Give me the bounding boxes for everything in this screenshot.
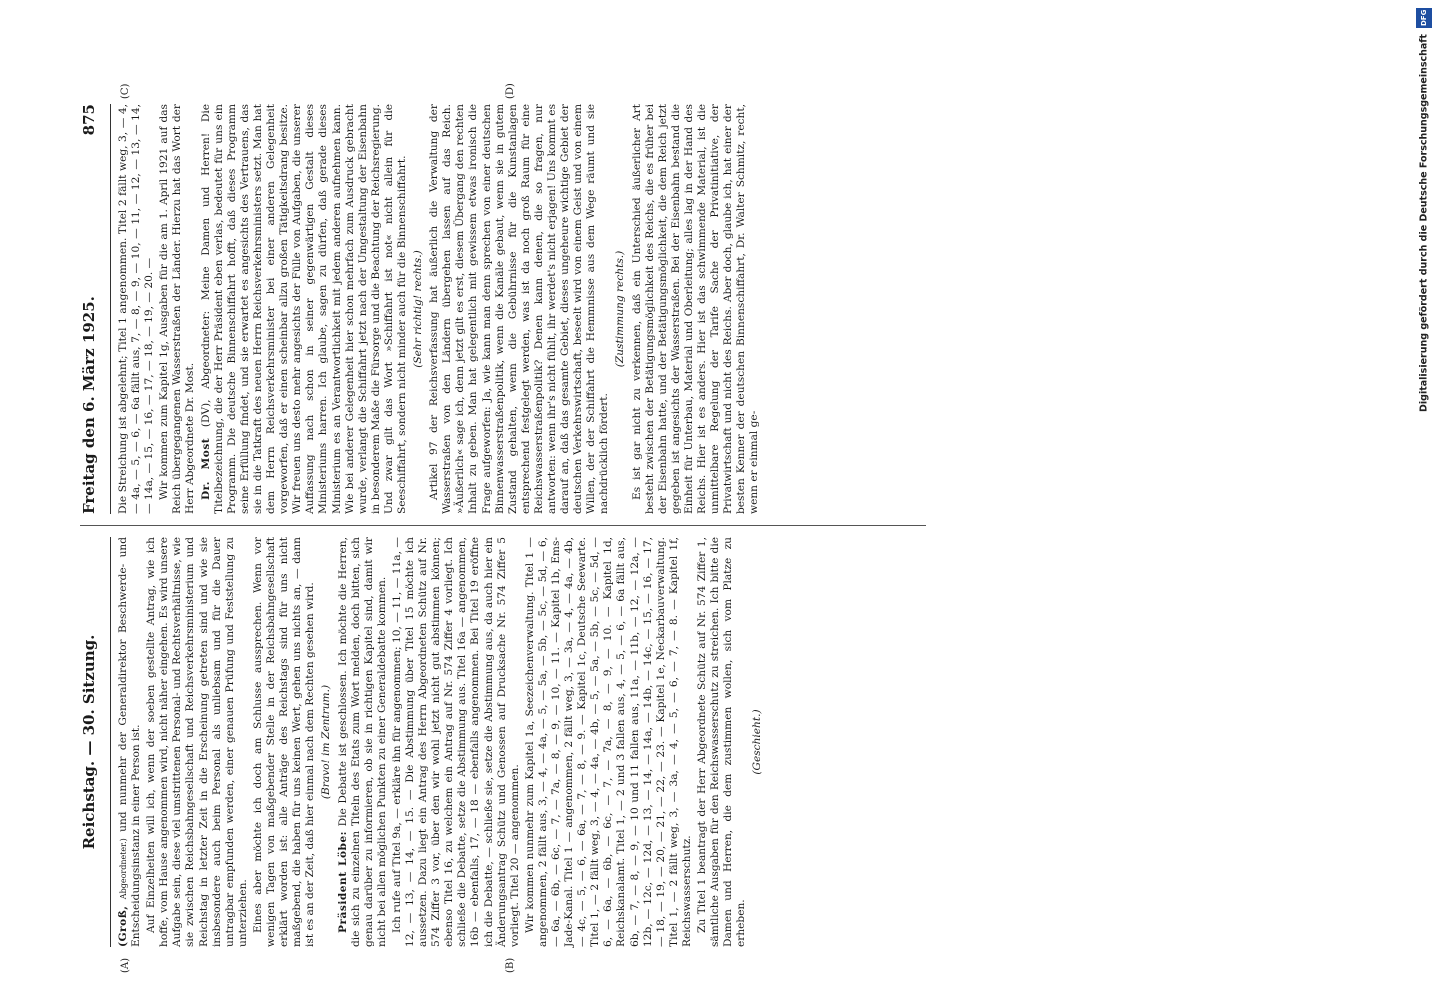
running-head-title: Reichstag. — 30. Sitzung. xyxy=(80,634,98,850)
left-page xyxy=(80,537,926,947)
body-paragraph: Wir kommen nunmehr zum Kapitel 1a, Seezeichenverwaltung. Titel 1 — angenommen, 2 fällt aus, 3, — 4, — 4a, — 5, — 5a, — 5b, — 5c, — 5d, — 6, — 6a, — 6b, — 6c, — 7, — 7a, — 8, — 9, — 10, — 11. — Kapitel 1b, Ems-Jade-Kanal. Titel 1 — angenommen, 2 fällt weg, 3, — 3a, — 4, — 4a, — 4b, — 4c, — 5, — 6, — 6a, — 7, — 8, — 9. — Kapitel 1c, Deutsche Seewarte. Titel 1, — 2 fällt weg, 3, — 4, — 4a, — 4b, — 5, — 5a, — 5b, — 5c, — 5d, — 6, — 6a, — 6b, — 6c, — 7, — 7a, — 8, — 9, — 10. — Kapitel 1d, Reichskanalamt. Titel 1, — 2 und 3 fallen aus, 4, — 5, — 6, — 6a fällt aus, 6b, — 7, — 8, — 9, — 10 und 11 fallen aus, 11a, — 11b, — 12, — 12a, — 12b, — 12c, — 12d, — 13, — 14, — 14a, — 14b, — 14c, — 15, — 16, — 17, — 18, — 19, — 20, — 21, — 22, — 23. — Kapitel 1e, Neckarbauverwaltung. Titel 1, — 2 fällt weg, 3, — 3a, — 4, — 5, — 6, — 7, — 8. — Kapitel 1f, Reichswasserschutz. xyxy=(523,537,693,947)
body-paragraph: Ich rufe auf Titel 9a, — erkläre ihn für angenommen; 10, — 11, — 11a, — 12, — 13, — 14, — 15. — Die Abstimmung über Titel 15 möchte ich aussetzen. Dazu liegt ein Antrag des Herrn Abgeordneten Schütz auf Nr. 574 Ziffer 3 vor, über den wir wohl jetzt nicht gut abstimmen können; ebenso Titel 16, zu welchem ein Antrag auf Nr. 574 Ziffer 4 vorliegt. Ich schließe die Debatte, setze die Abstimmung aus. Titel 16a — angenommen, 16b — ebenfalls, 17, — 18 — ebenfalls angenommen. Bei Titel 19 eröffne ich die Debatte, — schließe sie, setze die Abstimmung aus, da auch hier ein Änderungsantrag Schütz und Genossen auf Drucksache Nr. 574 Ziffer 5 vorliegt. Titel 20 — angenommen. xyxy=(390,537,521,947)
interjection: (Bravo! im Zentrum.) xyxy=(320,684,333,800)
right-page xyxy=(80,104,926,514)
speech-text: (DV), Abgeordneter: Meine Damen und Herren! Die Titelbezeichnung, die der Herr Präsident eben verlas, bedeutet für uns ein Programm. Die deutsche Binnenschiffahrt hofft, daß dieses Programm seine Erfüllung findet, und sie erwartet es angesichts des Vertrauens, das sie in die Tatkraft des neuen Herrn Reichsverkehrsministers setzt. Man hat dem Herrn Reichsverkehrsminister bei einer anderen Gelegenheit vorgeworfen, daß er einen scheinbar allzu großen Tätigkeitsdrang besitze. Wir freuen uns desto mehr angesichts der Fülle von Aufgaben, die unserer Auffassung nach schon in seiner gegenwärtigen Gestalt dieses Ministeriums harren. Ich glaube, sagen zu dürfen, daß gerade dieses Ministerium es an Verantwortlichkeit mit jedem anderen aufnehmen kann. Wie bei anderer Gelegenheit hier schon mehrfach zum Ausdruck gebracht wurde, verlangt die Schiffahrt jetzt nach der Umgestaltung der Eisenbahn in besonderem Maße die Fürsorge und die Beachtung der Reichsregierung. Und zwar gilt das Wort »Schiffahrt ist not« nicht allein für die Seeschiffahrt, sondern nicht minder auch für die Binnenschiffahrt. xyxy=(199,104,408,514)
margin-mark-d: (D) xyxy=(505,83,516,99)
dfg-logo: DFG xyxy=(1416,8,1432,28)
interjection: (Geschieht.) xyxy=(751,709,764,775)
speaker-name: Präsident Löbe: xyxy=(336,830,349,933)
page-fold-line xyxy=(80,525,926,526)
speech-paragraph xyxy=(117,537,143,947)
page-number: 875 xyxy=(80,104,98,136)
body-paragraph: Eines aber möchte ich doch am Schlusse aussprechen. Wenn vor wenigen Tagen von maßgebender Stelle in der Reichsbahngesellschaft erklärt worden ist: alle Anträge des Reichstags sind für uns nicht maßgebend, die haben für uns keinen Wert, gehen uns nichts an, — dann ist es an der Zeit, daß hier einmal nach dem Rechten gesehen wird. xyxy=(251,537,317,947)
speaker-role: Abgeordneter.) xyxy=(119,838,128,900)
running-head-date: Freitag den 6. März 1925. xyxy=(80,296,98,514)
digitization-credit: Digitalisierung gefördert durch die Deutsche Forschungsgemeinschaft xyxy=(1418,34,1430,412)
body-paragraph: Es ist gar nicht zu verkennen, daß ein Unterschied äußerlicher Art besteht zwischen der Betätigungsmöglichkeit des Reichs, die es früher bei der Eisenbahn hatte, und der Betätigungsmöglichkeit, die dem Reich jetzt gegeben ist angesichts der Wasserstraßen. Bei der Eisenbahn bestand die Einheit für Unterbau, Material und Oberleitung; alles lag in der Hand des Reichs. Hier ist es anders. Hier ist das schwimmende Material, ist die unmittelbare Regelung der Tarife Sache der Privatinitiative, der Privatwirtschaft und nicht des Reichs. Aber doch, glaube ich, hat einer der besten Kenner der deutschen Binnenschiffahrt, Dr. Walter Schmitz, recht, wenn er einmal ge- xyxy=(630,104,761,514)
body-paragraph: Zu Titel 1 beantragt der Herr Abgeordnete Schütz auf Nr. 574 Ziffer 1, sämtliche Ausgaben für den Reichswasserschutz zu streichen. Ich bitte die Damen und Herren, die dem zustimmen wollen, sich vom Platze zu erheben. xyxy=(696,537,748,947)
left-column-text xyxy=(117,537,765,947)
right-column-text xyxy=(117,104,762,514)
margin-mark-a: (A) xyxy=(120,957,131,973)
interjection: (Sehr richtig! rechts.) xyxy=(412,250,425,368)
speech-text: Die Debatte ist geschlossen. Ich möchte die Herren, die sich zu einzelnen Titeln des Etats zum Wort melden, doch bitten, sich genau darüber zu informieren, ob sie in richtigen Kapitel sind, damit wir nicht bei allen möglichen Punkten zu einer Generaldebatte kommen. xyxy=(336,537,388,947)
body-paragraph: Die Streichung ist abgelehnt; Titel 1 angenommen. Titel 2 fällt weg, 3, — 4, — 4a, — 5, — 6, — 6a fällt aus, 7, — 8, — 9, — 10, — 11, — 12, — 13, — 14, — 14a, — 15, — 16, — 17, — 18, — 19, — 20. — xyxy=(117,104,156,514)
speech-paragraph xyxy=(200,104,410,514)
speaker-name: (Groß, xyxy=(117,905,129,947)
running-head-left xyxy=(80,537,111,947)
body-paragraph: Wir kommen zum Kapitel 1g, Ausgaben für die am 1. April 1921 auf das Reich übergegangenen Wasserstraßen der Länder. Hierzu hat das Wort der Herr Abgeordnete Dr. Most. xyxy=(158,104,197,514)
speech-text: und nunmehr der Generaldirektor Beschwerde- und Entscheidungsinstanz in einer Person ist. xyxy=(117,537,143,947)
margin-mark-c: (C) xyxy=(120,83,131,99)
interjection: (Zustimmung rechts.) xyxy=(614,250,627,368)
speaker-name: Dr. Most xyxy=(199,437,212,500)
speech-paragraph xyxy=(337,537,389,947)
scanned-page xyxy=(80,83,1360,973)
margin-mark-b: (B) xyxy=(505,957,516,973)
body-paragraph: Artikel 97 der Reichsverfassung hat äußerlich die Verwaltung der Wasserstraßen von den Ländern übergehen lassen auf das Reich. »Äußerlich« sage ich, denn jetzt gilt es erst, diesem Übergang den rechten Inhalt zu geben. Man hat gelegentlich mit gewissem etwas ironisch die Frage aufgeworfen: Ja, wie kann man denn sprechen von einer deutschen Binnenwasserstraßenpolitik, wenn die Kanäle gebaut, wenn sie in gutem Zustand gehalten, wenn die Gebührnisse für die Kunstanlagen entsprechend festgelegt werden, was ist da noch groß Raum für eine Reichswasserstraßenpolitik? Denen kann denen, die so fragen, nur antworten: wenn ihr's nicht fühlt, ihr werdet's nicht erjagen! Uns kommt es darauf an, daß das gesamte Gebiet, dieses ungeheure wichtige Gebiet der deutschen Verkehrswirtschaft, beseelt wird von einem Geist und von einem Willen, der der Schiffahrt die Hemmnisse aus dem Wege räumt und sie nachdrücklich fördert. xyxy=(428,104,611,514)
running-head-right xyxy=(80,104,111,514)
body-paragraph: Auf Einzelheiten will ich, wenn der soeben gestellte Antrag, wie ich hoffe, vom Hause angenommen wird, nicht näher eingehen. Es wird unsere Aufgabe sein, diese viel umstrittenen Personal- und Rechtsverhältnisse, wie sie zwischen Reichsbahngesellschaft und Reichsverkehrsministerium und Reichstag in letzter Zeit in die Erscheinung getreten sind und wie sie insbesondere auch beim Personal als unliebsam und für die Dauer untragbar empfunden werden, einer genauen Prüfung und Feststellung zu unterziehen. xyxy=(145,537,249,947)
